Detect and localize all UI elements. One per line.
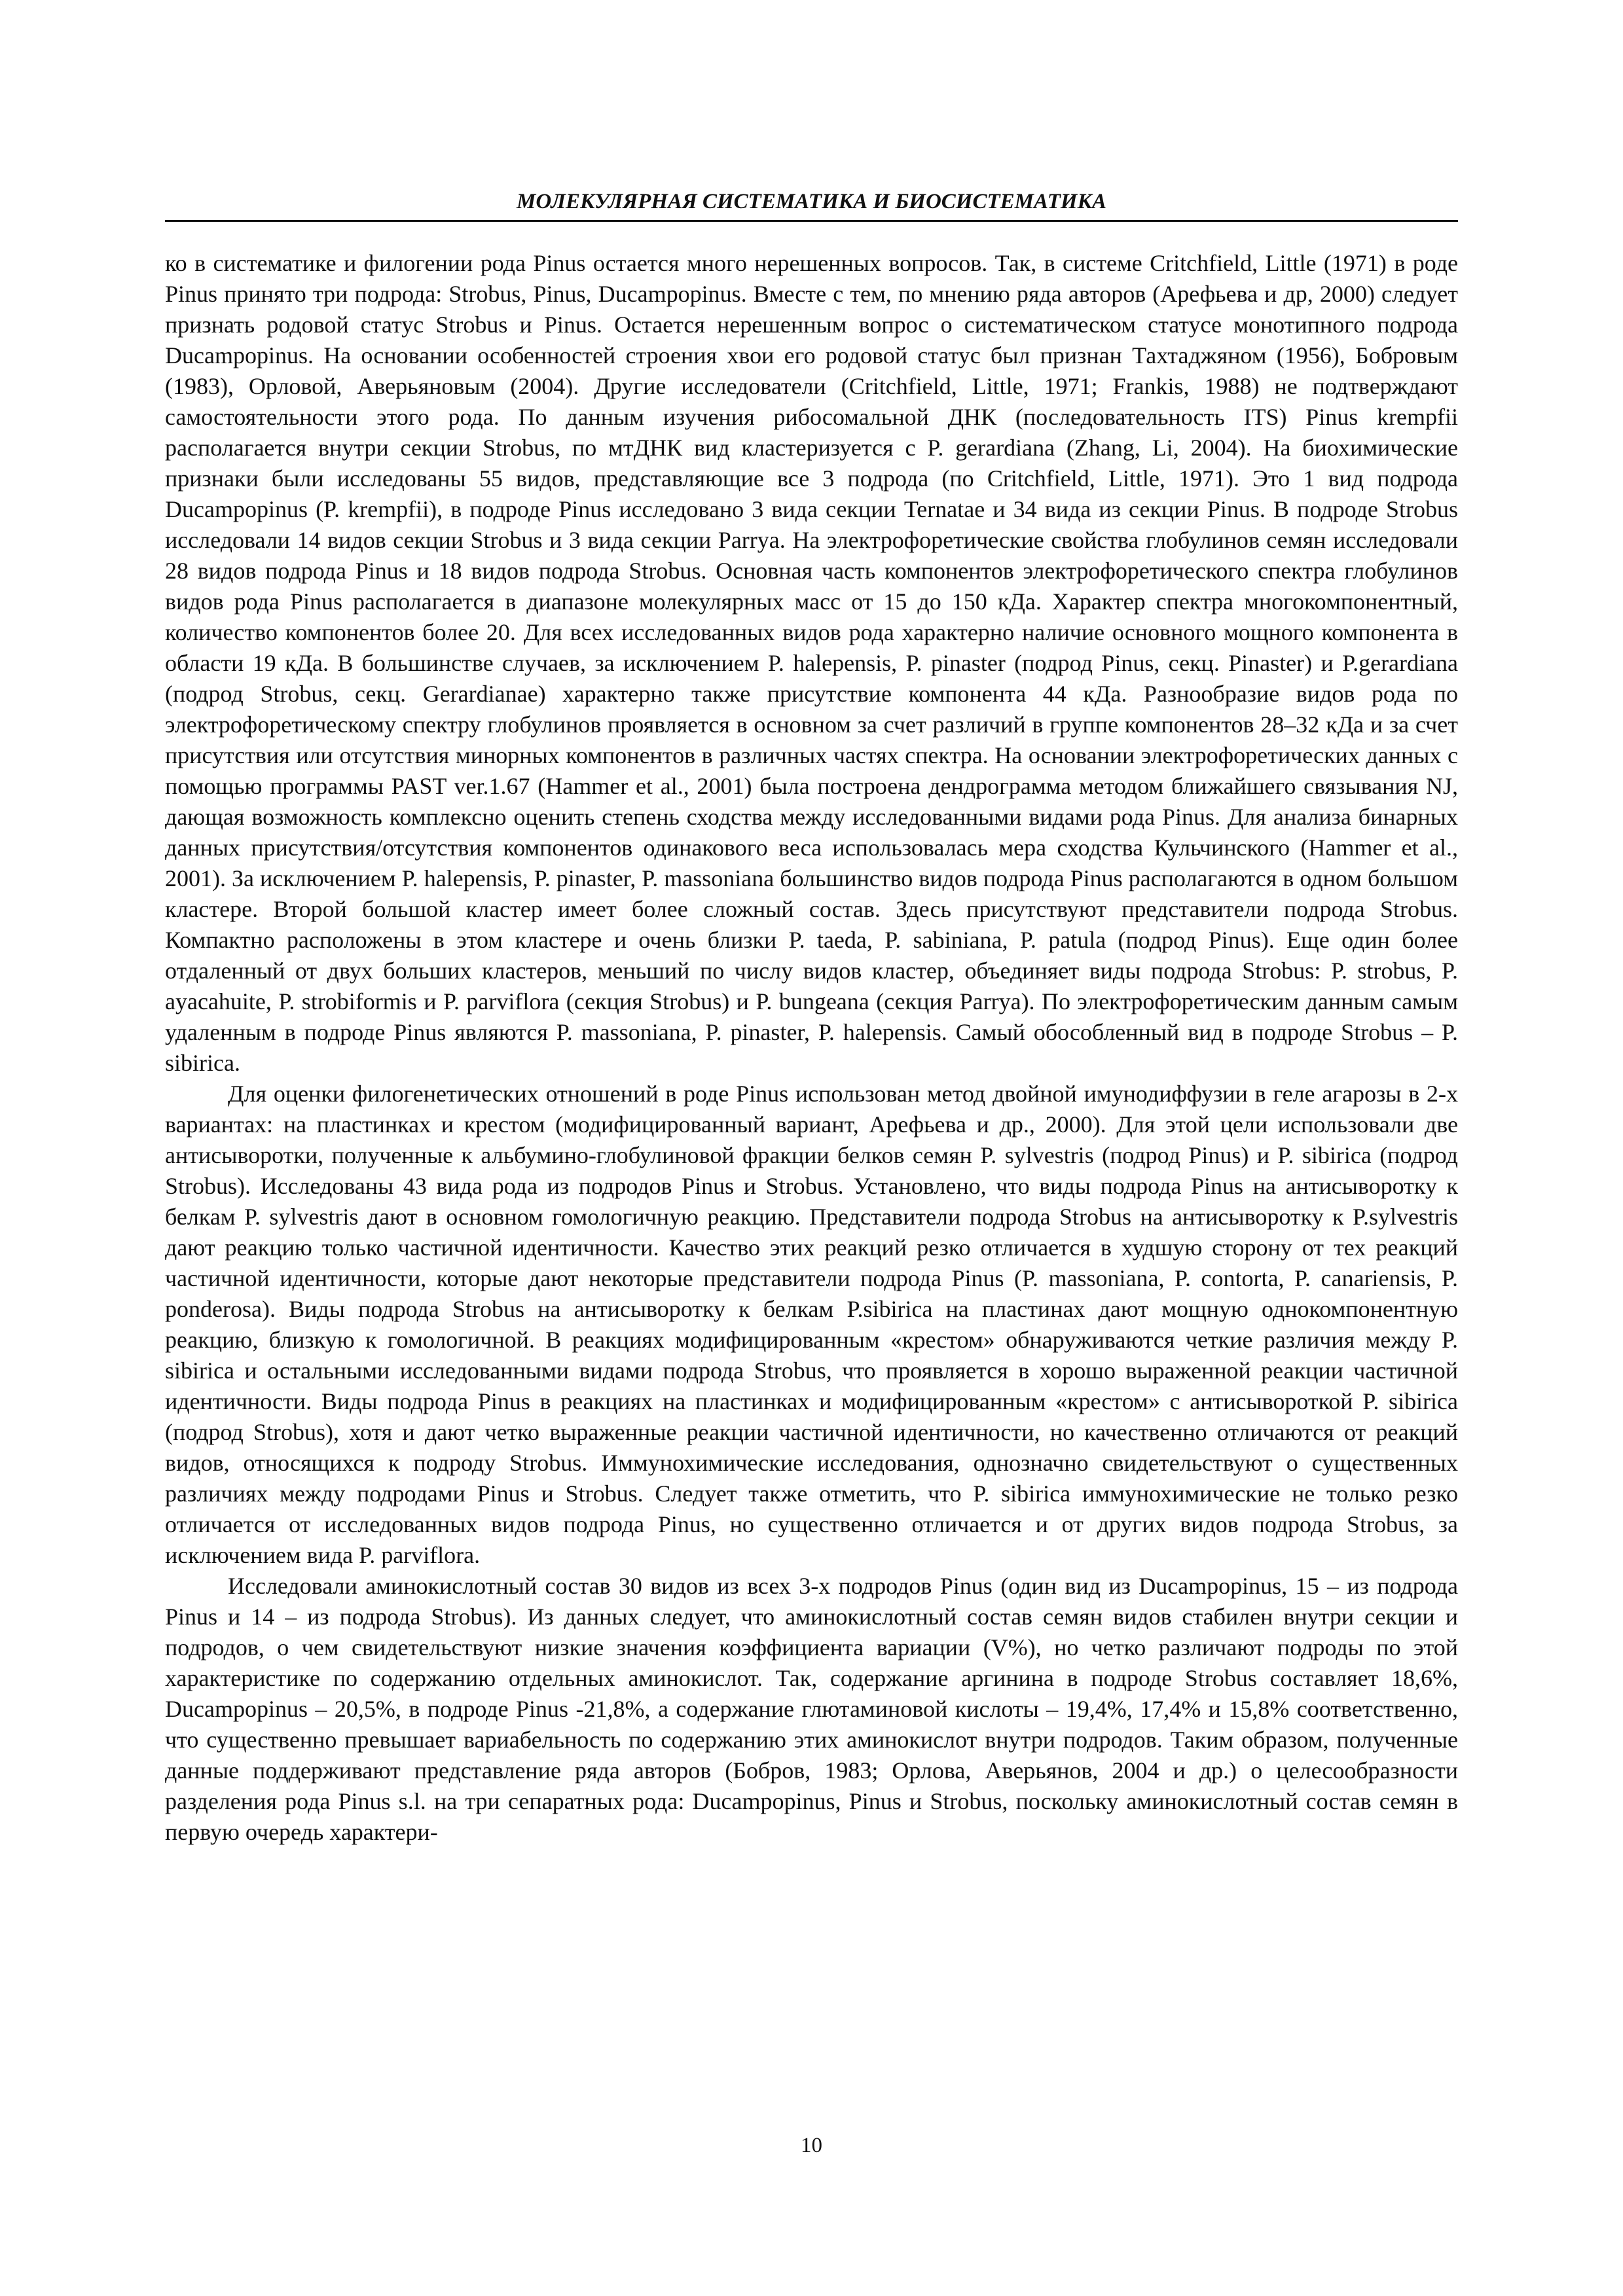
page-number: 10	[801, 2134, 822, 2157]
paragraph-3: Исследовали аминокислотный состав 30 видов из всех 3-х подродов Pinus (один вид из Ducampopinus, 15 – из подрода Pinus и 14 – из подрода Strobus). Из данных следует, что аминокислотный состав семян видов стабилен внутри секции и подродов, о чем свидетельствуют низкие значения коэффициента вариации (V%), но четко различают подроды по этой характеристике по содержанию отдельных аминокислот. Так, содержание аргинина в подроде Strobus составляет 18,6%, Ducampopinus – 20,5%, в подроде Pinus -21,8%, а содержание глютаминовой кислоты – 19,4%, 17,4% и 15,8% соответственно, что существенно превышает вариабельность по содержанию этих аминокислот внутри подродов. Таким образом, полученные данные поддерживают представление ряда авторов (Бобров, 1983; Орлова, Аверьянов, 2004 и др.) о целесообразности разделения рода Pinus s.l. на три сепаратных рода: Ducampopinus, Pinus и Strobus, поскольку аминокислотный состав семян в первую очередь характери-	[165, 1573, 1458, 1845]
paragraph-2: Для оценки филогенетических отношений в роде Pinus использован метод двойной имунодиффузии в геле агарозы в 2-х вариантах: на пластинках и крестом (модифицированный вариант, Арефьева и др., 2000). Для этой цели использовали две антисыворотки, полученные к альбумино-глобулиновой фракции белков семян P. sylvestris (подрод Pinus) и P. sibirica (подрод Strobus). Исследованы 43 вида рода из подродов Pinus и Strobus. Установлено, что виды подрода Pinus на антисыворотку к белкам P. sylvestris дают в основном гомологичную реакцию. Представители подрода Strobus на антисыворотку к P.sylvestris дают реакцию только частичной идентичности. Качество этих реакций резко отличается в худшую сторону от тех реакций частичной идентичности, которые дают некоторые представители подрода Pinus (P. massoniana, P. contorta, P. canariensis, P. ponderosa). Виды подрода Strobus на антисыворотку к белкам P.sibirica на пластинах дают мощную однокомпонентную реакцию, близкую к гомологичной. В реакциях модифицированным «крестом» обнаруживаются четкие различия между P. sibirica и остальными исследованными видами подрода Strobus, что проявляется в хорошо выраженной реакции частичной идентичности. Виды подрода Pinus в реакциях на пластинках и модифицированным «крестом» с антисывороткой P. sibirica (подрод Strobus), хотя и дают четко выраженные реакции частичной идентичности, но качественно отличаются от реакций видов, относящихся к подроду Strobus. Иммунохимические исследования, однозначно свидетельствуют о существенных различиях между подродами Pinus и Strobus. Следует также отметить, что P. sibirica иммунохимические не только резко отличается от исследованных видов подрода Pinus, но существенно отличается и от других видов подрода Strobus, за исключением вида P. parviflora.	[165, 1081, 1458, 1568]
paragraph-1: ко в систематике и филогении рода Pinus остается много нерешенных вопросов. Так, в системе Critchfield, Little (1971) в роде Pinus принято три подрода: Strobus, Pinus, Ducampopinus. Вместе с тем, по мнению ряда авторов (Арефьева и др, 2000) следует признать родовой статус Strobus и Pinus. Остается нерешенным вопрос о систематическом статусе монотипного подрода Ducampopinus. На основании особенностей строения хвои его родовой статус был признан Тахтаджяном (1956), Бобровым (1983), Орловой, Аверьяновым (2004). Другие исследователи (Critchfield, Little, 1971; Frankis, 1988) не подтверждают самостоятельности этого рода. По данным изучения рибосомальной ДНК (последовательность ITS) Pinus krempfii располагается внутри секции Strobus, по мтДНК вид кластеризуется с P. gerardiana (Zhang, Li, 2004). На биохимические признаки были исследованы 55 видов, представляющие все 3 подрода (по Critchfield, Little, 1971). Это 1 вид подрода Ducampopinus (P. krempfii), в подроде Pinus исследовано 3 вида секции Ternatae и 34 вида из секции Pinus. В подроде Strobus исследовали 14 видов секции Strobus и 3 вида секции Parrya. На электрофоретические свойства глобулинов семян исследовали 28 видов подрода Pinus и 18 видов подрода Strobus. Основная часть компонентов электрофоретического спектра глобулинов видов рода Pinus располагается в диапазоне молекулярных масс от 15 до 150 кДа. Характер спектра многокомпонентный, количество компонентов более 20. Для всех исследованных видов рода характерно наличие основного мощного компонента в области 19 кДа. В большинстве случаев, за исключением P. halepensis, P. pinaster (подрод Pinus, секц. Pinaster) и P.gerardiana (подрод Strobus, секц. Gerardianae) характерно также присутствие компонента 44 кДа. Разнообразие видов рода по электрофоретическому спектру глобулинов проявляется в основном за счет различий в группе компонентов 28–32 кДа и за счет присутствия или отсутствия минорных компонентов в различных частях спектра. На основании электрофоретических данных с помощью программы PAST ver.1.67 (Hammer et al., 2001) была построена дендрограмма методом ближайшего связывания NJ, дающая возможность комплексно оценить степень сходства между исследованными видами рода Pinus. Для анализа бинарных данных присутствия/отсутствия компонентов одинакового веса использовалась мера сходства Кульчинского (Hammer et al., 2001). За исключением P. halepensis, P. pinaster, P. massoniana большинство видов подрода Pinus располагаются в одном большом кластере. Второй большой кластер имеет более сложный состав. Здесь присутствуют представители подрода Strobus. Компактно расположены в этом кластере и очень близки P. taeda, P. sabiniana, P. patula (подрод Pinus). Еще один более отдаленный от двух больших кластеров, меньший по числу видов кластер, объединяет виды подрода Strobus: P. strobus, P. ayacahuite, P. strobiformis и P. parviflora (секция Strobus) и P. bungeana (секция Parrya). По электрофоретическим данным самым удаленным в подроде Pinus являются P. massoniana, P. pinaster, P. halepensis. Самый обособленный вид в подроде Strobus – P. sibirica.	[165, 250, 1459, 1076]
running-header: МОЛЕКУЛЯРНАЯ СИСТЕМАТИКА И БИОСИСТЕМАТИКА	[165, 187, 1458, 222]
body-text	[165, 248, 1458, 1848]
page	[165, 187, 1458, 1848]
